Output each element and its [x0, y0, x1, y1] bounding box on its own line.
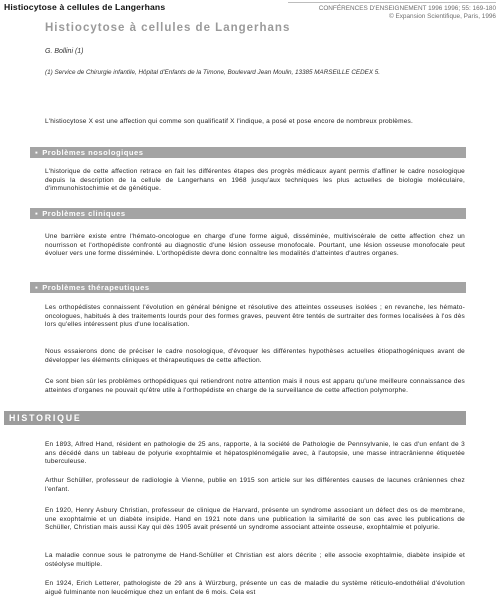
section-heading-cliniques: [30, 208, 466, 219]
historique-paragraph-3: En 1920, Henry Asbury Christian, professeur de clinique de Harvard, présente un syndrome associant un défect des os de membrane, une exophtalmie et un diabète insipide. Hand en 1921 note dans une publication la similarité de son cas avec les publications de Schüller, Christian mais aussi Kay qui dès 1905 avait présenté un syndrome associant atteinte osseuse, exophtalmie et polyurie.: [45, 507, 465, 531]
section-heading-label: Problèmes nosologiques: [42, 148, 144, 157]
article-title: Histiocytose à cellules de Langerhans: [45, 22, 291, 34]
historique-paragraph-5: En 1924, Erich Letterer, pathologiste de 29 ans à Würzburg, présente un cas de maladie du système réticulo-endothélial d'évolution aiguë fulminante non leucémique chez un enfant de 6 mois. Cela est: [45, 580, 465, 596]
section-heading-historique: HISTORIQUE: [4, 411, 466, 425]
therapeutiques-paragraph-3: Ce sont bien sûr les problèmes orthopédiques qui retiendront notre attention mais il nous est apparu qu'une meilleure connaissance des atteintes d'organes ne pouvait qu'être utile à l'orthopédiste en charge de la surveillance de cette affection polymorphe.: [45, 378, 465, 394]
historique-paragraph-2: Arthur Schüller, professeur de radiologie à Vienne, publie en 1915 son article sur les différentes causes de lacunes crâniennes chez l'enfant.: [45, 477, 465, 493]
intro-paragraph: L'histiocytose X est une affection qui comme son qualificatif X l'indique, a posé et pose encore de nombreux problèmes.: [45, 118, 413, 125]
bullet-icon: ▪: [35, 209, 39, 218]
affiliation: (1) Service de Chirurgie infantile, Hôpital d'Enfants de la Timone, Boulevard Jean Moulin, 13385 MARSEILLE CEDEX 5.: [45, 69, 381, 76]
therapeutiques-paragraph-2: Nous essaierons donc de préciser le cadre nosologique, d'évoquer les différentes hypothèses actuelles étiopathogéniques avant de développer les éléments cliniques et thérapeutiques de cette affection.: [45, 348, 465, 364]
running-title: Histiocytose à cellules de Langerhans: [4, 2, 166, 12]
cliniques-paragraph: Une barrière existe entre l'hémato-oncologue en charge d'une forme aiguë, disséminée, multiviscérale de cette affection chez un nourrisson et l'orthopédiste confronté au diagnostic d'une lésion osseuse monofocale. Pourtant, une lésion osseuse monofocale peut évoluer vers une forme disséminée. L'orthopédiste devra donc connaître les modalités d'atteintes d'autres organes.: [45, 233, 465, 257]
bullet-icon: ▪: [35, 283, 39, 292]
journal-citation: [288, 2, 496, 21]
author: G. Bollini (1): [45, 48, 84, 55]
bullet-icon: ▪: [35, 148, 39, 157]
historique-paragraph-1: En 1893, Alfred Hand, résident en pathologie de 25 ans, rapporte, à la société de Pathologie de Pennsylvanie, le cas d'un enfant de 3 ans décédé dans un tableau de polyurie exophtalmie et hépatosplénomégalie avec, à l'autopsie, une masse intracrânienne étiquetée tuberculeuse.: [45, 441, 465, 465]
section-heading-therapeutiques: [30, 282, 466, 293]
section-heading-nosologiques: [30, 147, 466, 158]
journal-line-1: CONFÉRENCES D'ENSEIGNEMENT 1996 1996; 55: 169-180: [318, 5, 496, 12]
section-heading-label: Problèmes cliniques: [42, 209, 126, 218]
section-heading-label: Problèmes thérapeutiques: [42, 283, 150, 292]
nosologiques-paragraph: L'historique de cette affection retrace en fait les différentes étapes des progrès médicaux ayant permis d'affiner le cadre nosologique depuis la description de la cellule de Langerhans en 1968 jusqu'aux techniques les plus actuelles de biologie moléculaire, d'immunohistochimie et de génétique.: [45, 168, 465, 192]
therapeutiques-paragraph-1: Les orthopédistes connaissent l'évolution en général bénigne et résolutive des atteintes osseuses isolées ; en revanche, les hémato-oncologues, habitués à des traitements lourds pour des formes graves, peuvent être tentés de surtraiter des formes localisées à l'os dès lors qu'elles intéressent plus d'une localisation.: [45, 304, 465, 328]
journal-line-2: © Expansion Scientifique, Paris, 1996: [388, 13, 496, 20]
historique-paragraph-4: La maladie connue sous le patronyme de Hand-Schüller et Christian est alors décrite ; elle associe exophtalmie, diabète insipide et ostéolyse multiple.: [45, 552, 465, 568]
